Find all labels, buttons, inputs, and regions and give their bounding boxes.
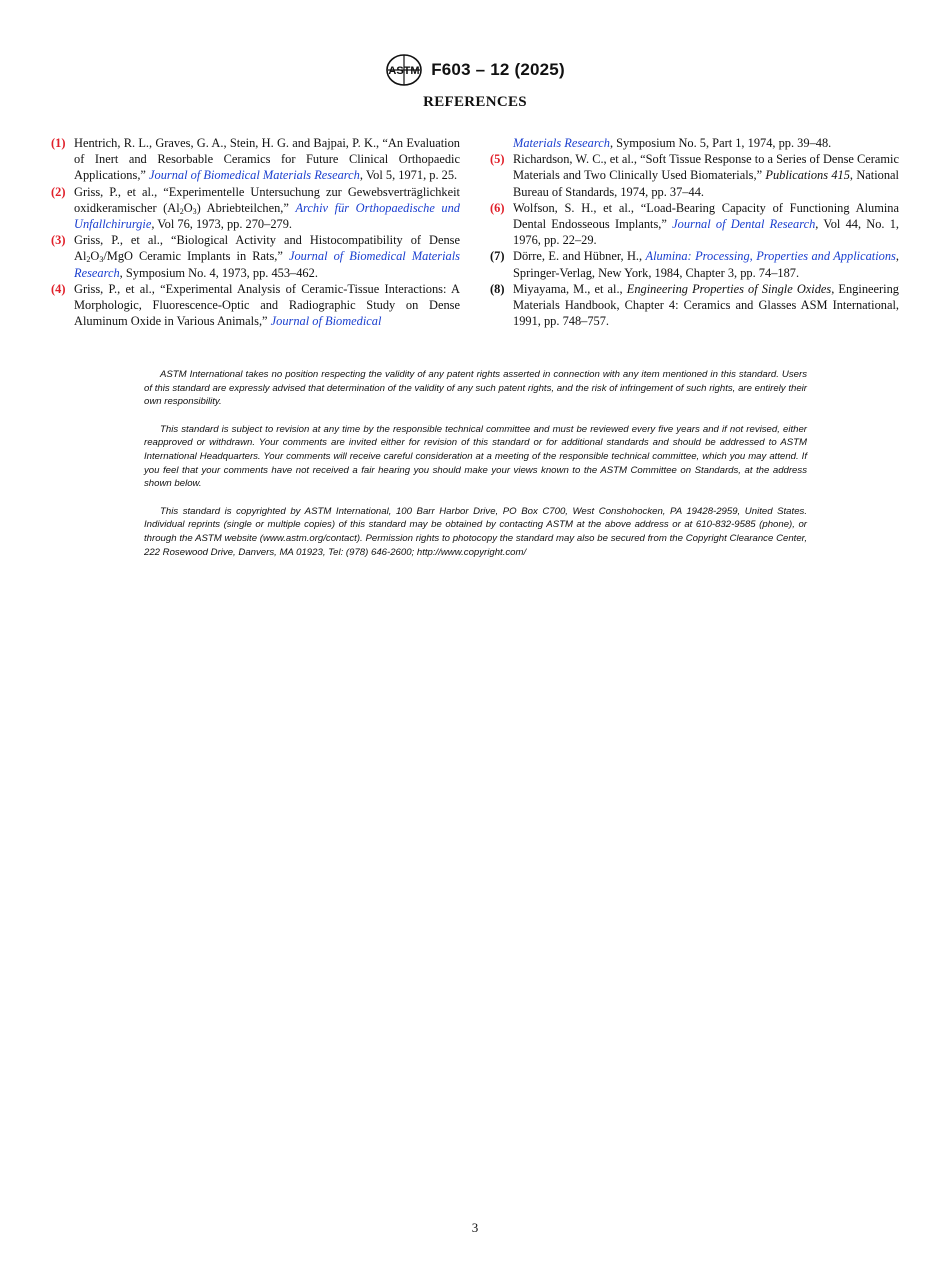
reference-item-4-continued: Materials Research, Symposium No. 5, Part 1, 1974, pp. 39–48. xyxy=(513,136,832,150)
reference-number[interactable]: (1) xyxy=(51,136,66,150)
journal-link[interactable]: Journal of Dental Research xyxy=(672,217,816,232)
journal-link[interactable]: Alumina: Processing, Properties and Applications xyxy=(645,249,896,264)
document-header xyxy=(0,52,950,88)
reference-item-5: (5) Richardson, W. C., et al., “Soft Tissue Response to a Series of Dense Ceramic Materials and Two Clinically Used Biomaterials,” Publications 415, National Bureau of Standards, 1974, pp. 37–44. xyxy=(490,152,899,199)
journal-link[interactable]: Materials Research xyxy=(513,136,610,150)
revision-notice: This standard is subject to revision at any time by the responsible technical committee and must be reviewed every five years and if not revised, either reapproved or withdrawn. Your comments are invited either for revision of this standard or for additional standards and should be addressed to ASTM International Headquarters. Your comments will receive careful consideration at a meeting of the responsible technical committee, which you may attend. If you feel that your comments have not received a fair hearing you should make your views known to the ASTM Committee on Standards, at the address shown below. xyxy=(144,423,807,490)
reference-item-1: (1) Hentrich, R. L., Graves, G. A., Stein, H. G. and Bajpai, P. K., “An Evaluation of Inert and Resorbable Ceramics for Future Clinical Orthopaedic Applications,” Journal of Biomedical Materials Research, Vol 5, 1971, p. 25. xyxy=(51,136,460,183)
journal-link[interactable]: Journal of Biomedical xyxy=(270,314,382,329)
references-column-left xyxy=(51,135,460,329)
references-heading: REFERENCES xyxy=(423,94,527,110)
copyright-notice: This standard is copyrighted by ASTM International, 100 Barr Harbor Drive, PO Box C700, West Conshohocken, PA 19428-2959, United States. Individual reprints (single or multiple copies) of this standard may be obtained by contacting ASTM at the above address or at 610-832-9585 (phone), or through the ASTM website (www.astm.org/contact). Permission rights to photocopy the standard may also be secured from the Copyright Clearance Center, 222 Rosewood Drive, Danvers, MA 01923, Tel: (978) 646-2600; http://www.copyright.com/ xyxy=(144,505,807,558)
standard-designation: F603 – 12 (2025) xyxy=(431,60,565,79)
journal-link[interactable]: Journal of Biomedical Materials Research xyxy=(74,249,461,280)
reference-item-7: (7) Dörre, E. and Hübner, H., Alumina: Processing, Properties and Applications, Springer-Verlag, New York, 1984, Chapter 3, pp. 74–187. xyxy=(490,249,899,280)
astm-logo-text: ASTM xyxy=(388,65,420,77)
reference-item-3: (3) Griss, P., et al., “Biological Activity and Histocompatibility of Dense $Al_2O_3$/MgO Ceramic Implants in Rats,” Journal of Biomedical Materials Research, Symposium No. 4, 1973, pp. 453–462. xyxy=(51,233,461,280)
reference-item-6: (6) Wolfson, S. H., et al., “Load-Bearing Capacity of Functioning Alumina Dental Endosseous Implants,” Journal of Dental Research, Vol 44, No. 1, 1976, pp. 22–29. xyxy=(490,200,900,248)
reference-number[interactable]: (3) xyxy=(51,233,66,248)
journal-link[interactable]: Archiv für Orthopaedische und Unfallchirurgie xyxy=(74,200,461,232)
reference-number[interactable]: (5) xyxy=(490,152,505,167)
reference-number[interactable]: (6) xyxy=(490,200,505,215)
reference-number: (7) xyxy=(490,249,505,264)
reference-item-8: (8) Miyayama, M., et al., Engineering Properties of Single Oxides, Engineering Materials Handbook, Chapter 4: Ceramics and Glasses ASM International, 1991, pp. 748–757. xyxy=(490,281,899,329)
reference-item-2: (2) Griss, P., et al., “Experimentelle Untersuchung zur Gewebsverträglichkeit oxidkeramischer $(Al_2O_3)$ Abriebteilchen,” Archiv für Orthopaedische und Unfallchirurgie, Vol 76, 1973, pp. 270–279. xyxy=(51,184,461,232)
references-column-right xyxy=(490,135,899,329)
reference-number[interactable]: (2) xyxy=(51,184,66,199)
reference-item-4: (4) Griss, P., et al., “Experimental Analysis of Ceramic-Tissue Interactions: A Morphologic, Fluorescence-Optic and Radiographic Study on Dense Aluminum Oxide in Various Animals,” Journal of Biomedical xyxy=(51,281,460,329)
patent-notice: ASTM International takes no position respecting the validity of any patent rights asserted in connection with any item mentioned in this standard. Users of this standard are expressly advised that determination of the validity of any such patent rights, and the risk of infringement of such rights, are entirely their own responsibility. xyxy=(144,369,807,408)
legal-notices xyxy=(144,368,807,573)
astm-logo-icon xyxy=(385,53,423,87)
journal-link[interactable]: Journal of Biomedical Materials Research xyxy=(149,168,360,183)
reference-number: (8) xyxy=(490,281,505,296)
page-number: 3 xyxy=(471,1220,479,1235)
reference-number[interactable]: (4) xyxy=(51,281,66,296)
